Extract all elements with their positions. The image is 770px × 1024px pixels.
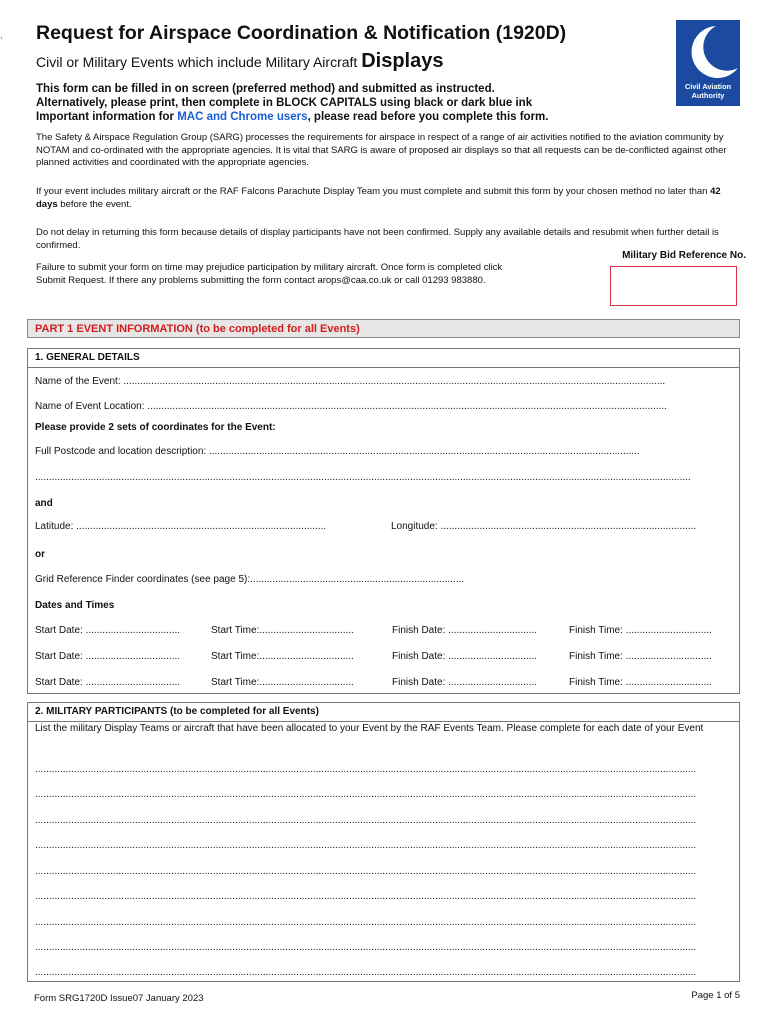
participant-line-3[interactable]: .............................................................................................................................................................................................................................................. xyxy=(35,815,697,826)
dates-times-heading: Dates and Times xyxy=(35,600,115,611)
section1-heading: 1. GENERAL DETAILS xyxy=(35,352,140,363)
military-bid-input[interactable] xyxy=(610,266,737,306)
finish-date-field-3[interactable]: Finish Date: ................................ xyxy=(392,677,538,688)
section2-header xyxy=(28,703,739,722)
intro-line-3-post: , please read before you complete this form. xyxy=(307,111,549,123)
participant-line-2[interactable]: .............................................................................................................................................................................................................................................. xyxy=(35,789,697,800)
intro-line-3 xyxy=(36,110,548,124)
start-time-field-2[interactable]: Start Time:.................................. xyxy=(211,651,354,662)
start-date-field-3[interactable]: Start Date: .................................. xyxy=(35,677,181,688)
deadline-post: before the event. xyxy=(57,198,132,210)
participant-line-1[interactable]: .............................................................................................................................................................................................................................................. xyxy=(35,764,697,775)
participant-line-5[interactable]: .............................................................................................................................................................................................................................................. xyxy=(35,866,697,877)
coords-heading: Please provide 2 sets of coordinates for the Event: xyxy=(35,422,276,433)
participant-line-4[interactable]: .............................................................................................................................................................................................................................................. xyxy=(35,840,697,851)
event-location-field[interactable]: Name of Event Location: ........................................................................................................................................................................................... xyxy=(35,401,667,412)
postcode-field[interactable]: Full Postcode and location description: ........................................................................................................................................................... xyxy=(35,446,640,457)
postcode-field-line2[interactable]: ............................................................................................................................................................................................................................................ xyxy=(35,472,691,483)
participant-line-9[interactable]: .............................................................................................................................................................................................................................................. xyxy=(35,967,697,978)
subtitle-displays: Displays xyxy=(361,50,444,72)
section2-heading: 2. MILITARY PARTICIPANTS (to be completed for all Events) xyxy=(35,706,319,717)
logo-text: Civil Aviation Authority xyxy=(684,82,732,100)
participant-line-7[interactable]: .............................................................................................................................................................................................................................................. xyxy=(35,917,697,928)
section1-header xyxy=(28,349,739,368)
page-number: Page 1 of 5 xyxy=(691,990,740,1001)
page-title: Request for Airspace Coordination & Notification (1920D) xyxy=(36,22,567,44)
participant-line-8[interactable]: .............................................................................................................................................................................................................................................. xyxy=(35,942,697,953)
deadline-pre: If your event includes military aircraft or the RAF Falcons Parachute Display Team you must complete and submit this form by your chosen method no later than xyxy=(36,186,711,197)
intro-line-2: Alternatively, please print, then complete in BLOCK CAPITALS using black or dark blue ink xyxy=(36,97,533,109)
or-label: or xyxy=(35,549,45,560)
grid-reference-field[interactable]: Grid Reference Finder coordinates (see page 5):............................................................................. xyxy=(35,574,465,585)
delay-paragraph: Do not delay in returning this form because details of display participants have not been confirmed. Supply any available details and resubmit when further detail is confirmed. xyxy=(36,227,719,251)
and-label: and xyxy=(35,498,53,509)
form-id: Form SRG1720D Issue07 January 2023 xyxy=(34,993,204,1004)
event-name-field[interactable]: Name of the Event: ................................................................................................................................................................................................... xyxy=(35,376,666,387)
margin-mark: , xyxy=(0,30,3,40)
finish-time-field-1[interactable]: Finish Time: ............................... xyxy=(569,625,712,636)
intro-line-3-pre: Important information for xyxy=(36,111,178,123)
mac-chrome-link[interactable]: MAC and Chrome users xyxy=(177,111,308,123)
deadline-paragraph xyxy=(36,186,736,211)
military-bid-label: Military Bid Reference No. xyxy=(622,250,746,261)
finish-time-field-3[interactable]: Finish Time: ............................... xyxy=(569,677,712,688)
latitude-field[interactable]: Latitude: .......................................................................................... xyxy=(35,521,327,532)
part1-banner xyxy=(27,319,740,338)
section2-instructions: List the military Display Teams or aircraft that have been allocated to your Event by the RAF Events Team. Please complete for each date of your Event xyxy=(35,723,704,734)
part1-label: PART 1 EVENT INFORMATION (to be completed for all Events) xyxy=(35,323,360,335)
sarg-paragraph: The Safety & Airspace Regulation Group (SARG) processes the requirements for airspace in respect of a range of air activities notified to the aviation community by NOTAM and co-ordinated with the appropriate agencies. It is vital that SARG is aware of proposed air displays so that all requests can be de-conflicted against other planned activities and coordinated with the appropriate agencies. xyxy=(36,132,727,169)
participant-line-6[interactable]: .............................................................................................................................................................................................................................................. xyxy=(35,891,697,902)
longitude-field[interactable]: Longitude: ............................................................................................ xyxy=(391,521,697,532)
failure-paragraph: Failure to submit your form on time may prejudice participation by military aircraft. Once form is completed click Submit Request. If there any problems submitting the form contact arops@caa.co.uk or call 01293 983880. xyxy=(36,262,503,286)
subtitle-text: Civil or Military Events which include Military Aircraft xyxy=(36,54,358,70)
caa-logo xyxy=(676,20,740,106)
start-time-field-1[interactable]: Start Time:.................................. xyxy=(211,625,354,636)
start-date-field-1[interactable]: Start Date: .................................. xyxy=(35,625,181,636)
finish-date-field-1[interactable]: Finish Date: ................................ xyxy=(392,625,538,636)
deadline-days: 42 days xyxy=(36,186,721,210)
start-time-field-3[interactable]: Start Time:.................................. xyxy=(211,677,354,688)
finish-date-field-2[interactable]: Finish Date: ................................ xyxy=(392,651,538,662)
intro-instructions xyxy=(36,82,548,124)
start-date-field-2[interactable]: Start Date: .................................. xyxy=(35,651,181,662)
page-subtitle xyxy=(36,50,443,73)
finish-time-field-2[interactable]: Finish Time: ............................... xyxy=(569,651,712,662)
intro-line-1: This form can be filled in on screen (preferred method) and submitted as instructed. xyxy=(36,83,495,95)
